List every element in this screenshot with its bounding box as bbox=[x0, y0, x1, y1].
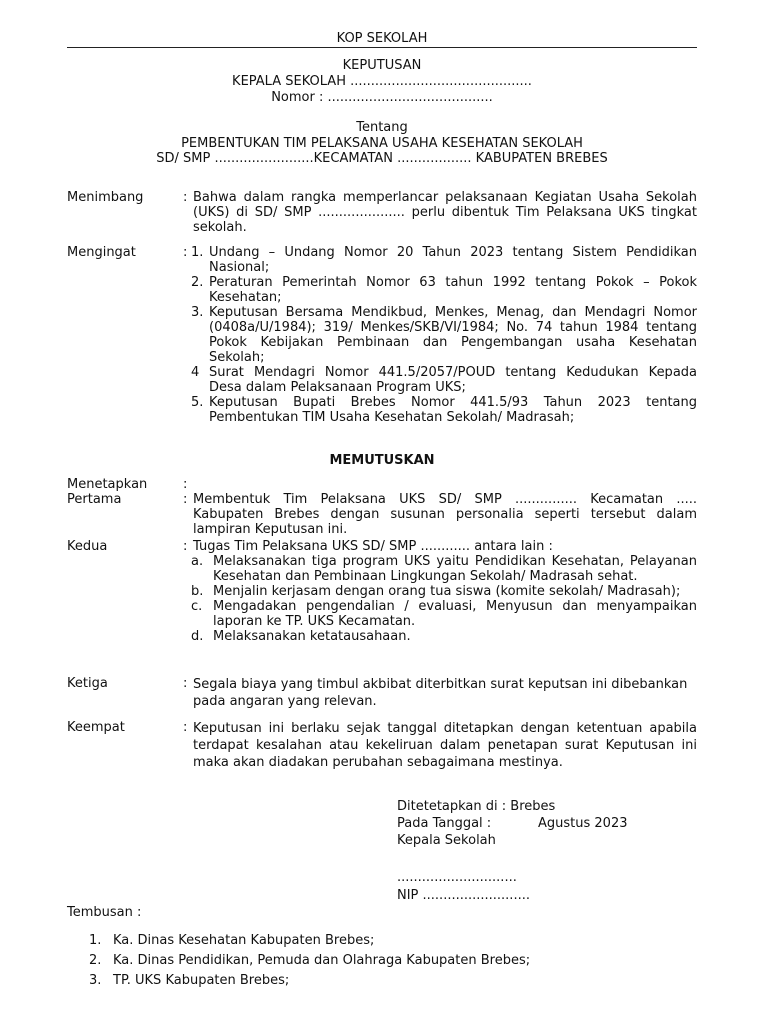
list-text: TP. UKS Kabupaten Brebes; bbox=[113, 973, 290, 988]
tembusan-label: Tembusan : bbox=[67, 905, 142, 920]
issuer-line: KEPALA SEKOLAH ............................................ bbox=[232, 74, 532, 89]
list-item bbox=[191, 629, 697, 644]
list-number: 3. bbox=[191, 305, 204, 320]
signature-block bbox=[397, 798, 697, 849]
kedua-colon: : bbox=[183, 539, 188, 554]
list-letter: d. bbox=[191, 629, 204, 644]
subject-line-1: PEMBENTUKAN TIM PELAKSANA USAHA KESEHATAN SEKOLAH bbox=[181, 136, 583, 151]
letterhead-divider bbox=[67, 47, 697, 48]
list-letter: a. bbox=[191, 554, 204, 569]
jabatan-line: Kepala Sekolah bbox=[397, 833, 496, 848]
list-text: Melaksanakan tiga program UKS yaitu Pendidikan Kesehatan, Pelayanan Kesehatan dan Pembinaan Lingkungan Sekolah/ Madrasah sehat. bbox=[213, 554, 697, 584]
letterhead-title: KOP SEKOLAH bbox=[336, 31, 428, 46]
ditetapkan-line: Ditetetapkan di : Brebes bbox=[397, 799, 556, 814]
tanggal-label: Pada Tanggal : bbox=[397, 816, 492, 831]
list-number: 1. bbox=[89, 933, 102, 948]
document-title: KEPUTUSAN bbox=[342, 58, 422, 73]
list-text: Keputusan Bersama Mendikbud, Menkes, Menag, dan Mendagri Nomor (0408a/U/1984); 319/ Menkes/SKB/VI/1984; No. 74 tahun 1984 tentang Pokok Kebijakan Pembinaan dan Pengembangan usaha Kesehatan Sekolah; bbox=[209, 305, 697, 365]
list-text: Keputusan Bupati Brebes Nomor 441.5/93 Tahun 2023 tentang Pembentukan TIM Usaha Kesehatan Sekolah/ Madrasah; bbox=[209, 395, 697, 425]
list-item bbox=[89, 951, 530, 971]
nip-line: NIP .......................... bbox=[397, 888, 530, 903]
kedua-intro: Tugas Tim Pelaksana UKS SD/ SMP ............ antara lain : bbox=[193, 539, 553, 554]
number-line: Nomor : ........................................ bbox=[271, 90, 493, 105]
list-item bbox=[191, 275, 697, 305]
menimbang-colon: : bbox=[183, 190, 188, 205]
list-item bbox=[191, 599, 697, 629]
ketiga-text: Segala biaya yang timbul akbibat diterbitkan surat keputsan ini dibebankan pada angaran yang relevan. bbox=[193, 677, 688, 709]
list-item bbox=[191, 395, 697, 425]
signature-name-line: ............................. bbox=[397, 870, 517, 885]
decision-heading: MEMUTUSKAN bbox=[329, 453, 435, 468]
list-text: Ka. Dinas Pendidikan, Pemuda dan Olahraga Kabupaten Brebes; bbox=[113, 953, 531, 968]
mengingat-colon: : bbox=[183, 245, 188, 260]
subject-line-2: SD/ SMP ........................KECAMATAN .................. KABUPATEN BREBES bbox=[156, 151, 608, 166]
about-label: Tentang bbox=[356, 120, 408, 135]
list-text: Undang – Undang Nomor 20 Tahun 2023 tentang Sistem Pendidikan Nasional; bbox=[209, 245, 697, 275]
ketiga-label: Ketiga bbox=[67, 676, 108, 691]
menetapkan-colon: : bbox=[183, 477, 188, 492]
keempat-label: Keempat bbox=[67, 720, 125, 735]
menimbang-label: Menimbang bbox=[67, 190, 144, 205]
list-item bbox=[89, 971, 530, 991]
list-number: 2. bbox=[191, 275, 204, 290]
pertama-label: Pertama bbox=[67, 492, 122, 507]
tanggal-line bbox=[397, 815, 697, 832]
tanggal-value: Agustus 2023 bbox=[538, 816, 628, 831]
list-text: Peraturan Pemerintah Nomor 63 tahun 1992 tentang Pokok – Pokok Kesehatan; bbox=[209, 275, 697, 305]
list-number: 3. bbox=[89, 973, 102, 988]
list-item bbox=[191, 245, 697, 275]
list-item bbox=[191, 554, 697, 584]
list-number: 4 bbox=[191, 365, 200, 380]
ketiga-colon: : bbox=[183, 676, 188, 691]
list-number: 2. bbox=[89, 953, 102, 968]
menimbang-text: Bahwa dalam rangka memperlancar pelaksanaan Kegiatan Usaha Sekolah (UKS) di SD/ SMP ..................... perlu dibentuk Tim Pelaksana UKS tingkat sekolah. bbox=[193, 190, 697, 235]
list-text: Ka. Dinas Kesehatan Kabupaten Brebes; bbox=[113, 933, 375, 948]
kedua-task-list bbox=[191, 554, 697, 644]
list-text: Menjalin kerjasam dengan orang tua siswa (komite sekolah/ Madrasah); bbox=[213, 584, 681, 599]
list-text: Surat Mendagri Nomor 441.5/2057/POUD tentang Kedudukan Kepada Desa dalam Pelaksanaan Program UKS; bbox=[209, 365, 697, 395]
mengingat-label: Mengingat bbox=[67, 245, 136, 260]
keempat-colon: : bbox=[183, 720, 188, 735]
menetapkan-label: Menetapkan bbox=[67, 477, 148, 492]
list-item bbox=[191, 584, 697, 599]
kedua-label: Kedua bbox=[67, 539, 108, 554]
pertama-text: Membentuk Tim Pelaksana UKS SD/ SMP ............... Kecamatan ..... Kabupaten Brebes dengan susunan personalia seperti tersebut dalam lampiran Keputusan ini. bbox=[193, 492, 697, 537]
list-number: 1. bbox=[191, 245, 204, 260]
list-text: Melaksanakan ketatausahaan. bbox=[213, 629, 411, 644]
list-item bbox=[191, 365, 697, 395]
list-item bbox=[191, 305, 697, 365]
keempat-text: Keputusan ini berlaku sejak tanggal ditetapkan dengan ketentuan apabila terdapat kesalahan atau kekeliruan dalam penetapan surat Keputusan ini maka akan diadakan perubahan sebagaimana mestinya. bbox=[193, 721, 697, 770]
list-number: 5. bbox=[191, 395, 204, 410]
mengingat-list bbox=[191, 245, 697, 425]
list-text: Mengadakan pengendalian / evaluasi, Menyusun dan menyampaikan laporan ke TP. UKS Kecamatan. bbox=[213, 599, 697, 629]
list-letter: b. bbox=[191, 584, 204, 599]
list-letter: c. bbox=[191, 599, 203, 614]
pertama-colon: : bbox=[183, 492, 188, 507]
list-item bbox=[89, 931, 530, 951]
tembusan-list bbox=[89, 931, 530, 991]
